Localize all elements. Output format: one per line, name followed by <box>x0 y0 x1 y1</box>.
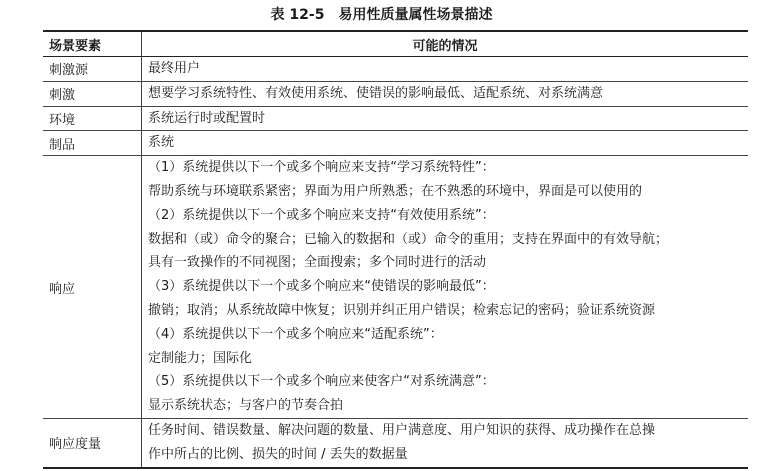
row-label: 制品 <box>43 131 142 156</box>
table-row <box>43 57 748 82</box>
row-content: 任务时间、错误数量、解决问题的数量、用户满意度、用户知识的获得、成功操作在总操 作中所占的比例、损失的时间 / 丢失的数据量 <box>142 418 749 467</box>
header-row <box>43 31 748 57</box>
header-scenario-element: 场景要素 <box>43 31 142 57</box>
row-label: 环境 <box>43 106 142 131</box>
row-content: 系统运行时或配置时 <box>142 106 749 131</box>
table-caption: 表 12-5 易用性质量属性场景描述 <box>270 7 493 23</box>
row-content: 最终用户 <box>142 57 749 82</box>
table-row <box>43 81 748 106</box>
row-content: 想要学习系统特性、有效使用系统、使错误的影响最低、适配系统、对系统满意 <box>142 81 749 106</box>
row-label: 响应 <box>43 156 142 419</box>
row-label: 刺激源 <box>43 57 142 82</box>
row-label: 响应度量 <box>43 418 142 467</box>
header-possible-situation: 可能的情况 <box>142 31 749 57</box>
table-row <box>43 418 748 467</box>
row-content: 系统 <box>142 131 749 156</box>
usability-scenario-table <box>43 30 748 469</box>
table-row <box>43 106 748 131</box>
row-label: 刺激 <box>43 81 142 106</box>
table-row <box>43 156 748 419</box>
table-row <box>43 131 748 156</box>
row-content: （1）系统提供以下一个或多个响应来支持“学习系统特性”： 帮助系统与环境联系紧密；界面为用户所熟悉；在不熟悉的环境中，界面是可以使用的 （2）系统提供以下一个或多个响应来支持“有效使用系统”： 数据和（或）命令的聚合；已输入的数据和（或）命令的重用；支持在界面中的有效导航； 具有一致操作的不同视图；全面搜索；多个同时进行的活动 （3）系统提供以下一个或多个响应来“使错误的影响最低”： 撤销；取消；从系统故障中恢复；识别并纠正用户错误；检索忘记的密码；验证系统资源 （4）系统提供以下一个或多个响应来“适配系统”： 定制能力；国际化 （5）系统提供以下一个或多个响应来使客户“对系统满意”： 显示系统状态；与客户的节奏合拍 <box>142 156 749 419</box>
